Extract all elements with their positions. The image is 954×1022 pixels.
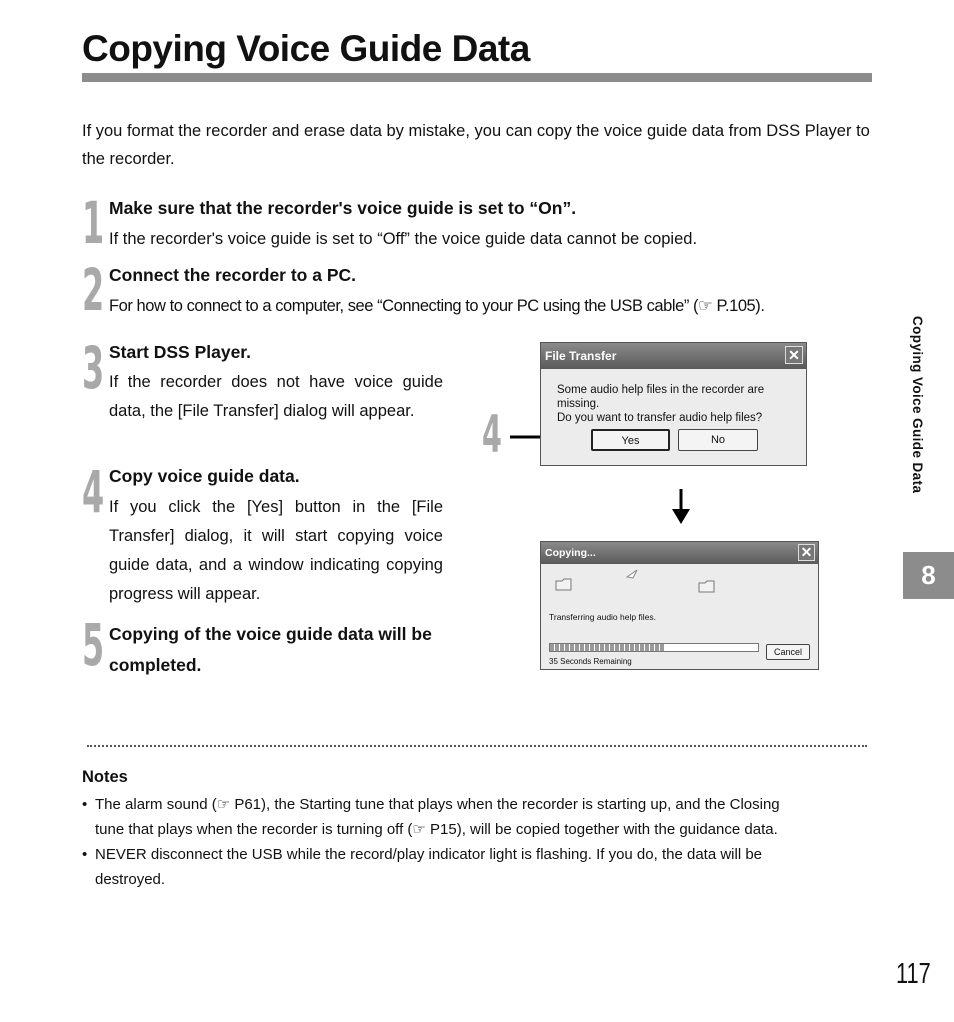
file-transfer-title: File Transfer [545, 349, 617, 363]
step-number-5: 5 [82, 611, 105, 679]
step-number-4: 4 [82, 458, 105, 526]
progress-bar [549, 643, 759, 652]
step-3-heading: Start DSS Player. [109, 342, 252, 362]
note-2-line1: NEVER disconnect the USB while the record/play indicator light is flashing. If you do, the data will be [95, 846, 763, 863]
note-item: • The alarm sound (☞ P61), the Starting tune that plays when the recorder is starting up, and the Closing tune that plays when the recorder is turning off (☞ P15), will be copied together with the guidance data. [82, 792, 872, 842]
yes-button[interactable]: Yes [591, 429, 670, 451]
figure-callout-number: 4 [482, 405, 502, 465]
close-icon[interactable]: ✕ [798, 544, 815, 561]
note-2-line2: destroyed. [95, 871, 166, 888]
sidebar-section-title [899, 316, 935, 531]
chapter-tab: 8 [903, 552, 954, 599]
copying-status: Transferring audio help files. [549, 612, 656, 622]
folder-destination-icon [698, 578, 716, 594]
no-button[interactable]: No [678, 429, 758, 451]
file-transfer-titlebar [541, 343, 806, 369]
step-1-body: If the recorder's voice guide is set to “Off” the voice guide data cannot be copied. [109, 230, 698, 248]
note-1-line2: tune that plays when the recorder is turning off (☞ P15), will be copied together with the guidance data. [95, 821, 778, 838]
sidebar-section-label: Copying Voice Guide Data [910, 316, 925, 494]
copying-dialog [540, 541, 819, 670]
folder-source-icon [555, 576, 573, 592]
file-transfer-dialog [540, 342, 807, 466]
progress-bar-fill [550, 644, 664, 651]
step-number-3: 3 [82, 334, 105, 402]
notes-separator [87, 745, 867, 747]
close-icon[interactable]: ✕ [785, 346, 803, 364]
step-4-body: If you click the [Yes] button in the [File Transfer] dialog, it will start copying voice guide data, and a window indicating copying progress will appear. [109, 498, 443, 603]
step-5-heading: Copying of the voice guide data will be completed. [109, 624, 432, 675]
cancel-button[interactable]: Cancel [766, 644, 810, 660]
notes-heading: Notes [82, 768, 128, 786]
note-1-line1: The alarm sound (☞ P61), the Starting tune that plays when the recorder is starting up, and the Closing [95, 796, 780, 813]
file-transfer-message-line2: Do you want to transfer audio help files? [557, 412, 763, 424]
step-3-body: If the recorder does not have voice guide data, the [File Transfer] dialog will appear. [109, 373, 443, 420]
page-number: 117 [896, 958, 931, 990]
step-2-body: For how to connect to a computer, see “Connecting to your PC using the USB cable” (☞ P.105). [109, 297, 765, 315]
step-4-heading: Copy voice guide data. [109, 466, 300, 486]
note-item: • NEVER disconnect the USB while the record/play indicator light is flashing. If you do, the data will be destroyed. [82, 842, 872, 892]
title-rule [82, 73, 872, 82]
intro-paragraph: If you format the recorder and erase data by mistake, you can copy the voice guide data from DSS Player to the recorder. [82, 122, 870, 168]
down-arrow [670, 489, 692, 525]
copying-titlebar [541, 542, 818, 564]
step-2-heading: Connect the recorder to a PC. [109, 265, 356, 285]
step-number-1: 1 [82, 189, 105, 257]
step-number-2: 2 [82, 256, 105, 324]
copying-title: Copying... [545, 547, 596, 559]
step-1-heading: Make sure that the recorder's voice guide is set to “On”. [109, 198, 577, 218]
page-title: Copying Voice Guide Data [82, 28, 530, 69]
flying-paper-icon [625, 568, 639, 580]
file-transfer-message-line1: Some audio help files in the recorder are missing. [557, 384, 765, 410]
time-remaining: 35 Seconds Remaining [549, 657, 632, 666]
